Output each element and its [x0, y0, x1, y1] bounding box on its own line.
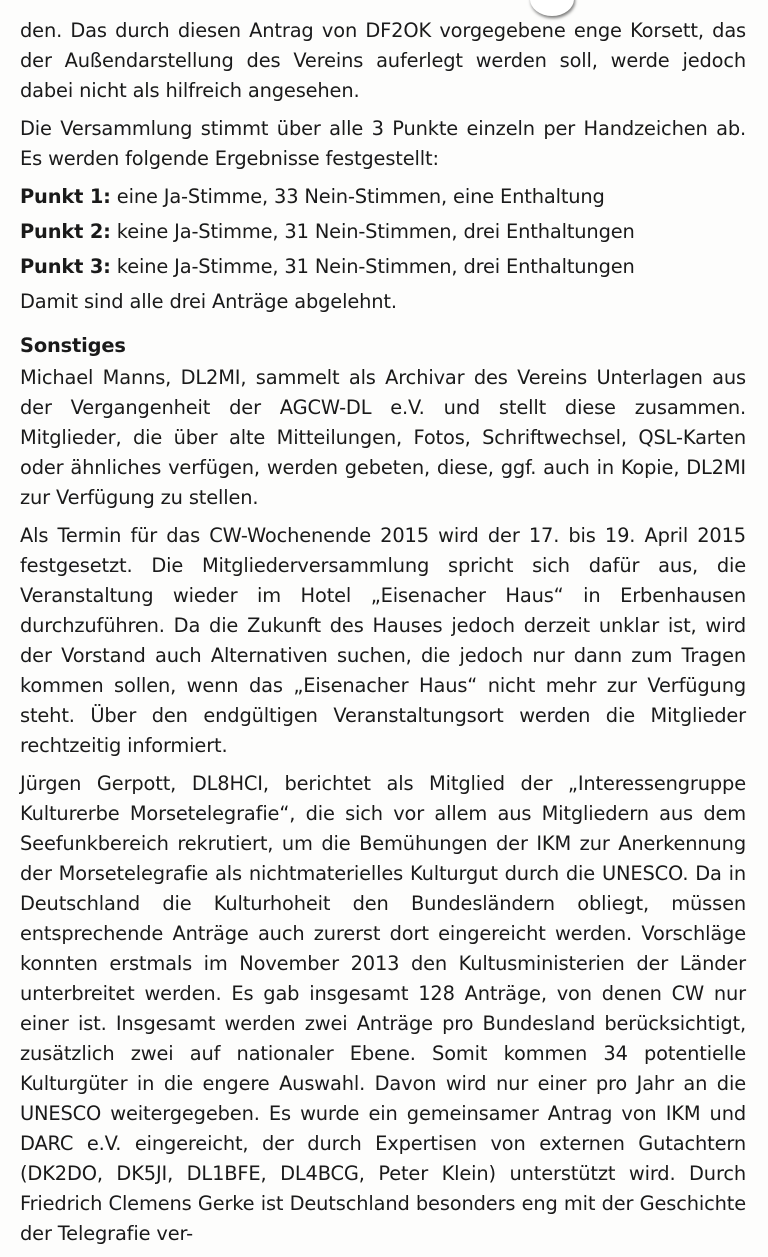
vote-result-3	[20, 252, 746, 282]
vote-result-2	[20, 217, 746, 247]
paragraph-vote-conclusion: Damit sind alle drei Anträge abgelehnt.	[20, 290, 397, 313]
vote-text: keine Ja-Stimme, 31 Nein-Stimmen, drei Enthaltungen	[110, 255, 635, 278]
vote-text: eine Ja-Stimme, 33 Nein-Stimmen, eine Enthaltung	[110, 185, 605, 208]
page-corner-mark	[530, 0, 574, 16]
vote-label: Punkt 3:	[20, 255, 111, 278]
vote-result-1	[20, 182, 746, 212]
paragraph-archive: Michael Manns, DL2MI, sammelt als Archivar des Vereins Unterlagen aus der Vergangenheit der AGCW-DL e.V. und stellt diese zusammen. Mitglieder, die über alte Mitteilungen, Fotos, Schriftwechsel, QSL-Karten oder ähnliches verfügen, werden gebeten, diese, ggf. auch in Kopie, DL2MI zur Verfügung zu stellen.	[20, 366, 746, 509]
document-page	[20, 16, 746, 1257]
vote-label: Punkt 1:	[20, 185, 111, 208]
paragraph-ikm-report: Jürgen Gerpott, DL8HCI, berichtet als Mitglied der „Interessengruppe Kulturerbe Morsetelegrafie“, die sich vor allem aus Mitgliedern aus dem Seefunkbereich rekrutiert, um die Bemühungen der IKM zur Anerkennung der Morsetelegrafie als nichtmaterielles Kulturgut durch die UNESCO. Da in Deutschland die Kulturhoheit den Bundesländern obliegt, müssen entsprechende Anträge auch zurerst dort eingereicht werden. Vorschläge konnten erstmals im November 2013 den Kultusministerien der Länder unterbreitet werden. Es gab insgesamt 128 Anträge, von denen CW nur einer ist. Insgesamt werden zwei Anträge pro Bundesland berücksichtigt, zusätzlich zwei auf nationaler Ebene. Somit kommen 34 potentielle Kulturgüter in die engere Auswahl. Davon wird nur einer pro Jahr an die UNESCO weitergegeben. Es wurde ein gemeinsamer Antrag von IKM und DARC e.V. eingereicht, der durch Expertisen von externen Gutachtern (DK2DO, DK5JI, DL1BFE, DL4BCG, Peter Klein) unterstützt wird. Durch Friedrich Clemens Gerke ist Deutschland besonders eng mit der Geschichte der Telegrafie ver-	[20, 772, 746, 1245]
vote-label: Punkt 2:	[20, 220, 111, 243]
vote-text: keine Ja-Stimme, 31 Nein-Stimmen, drei Enthaltungen	[110, 220, 635, 243]
section-heading: Sonstiges	[20, 334, 126, 357]
paragraph-continuation: den. Das durch diesen Antrag von DF2OK vorgegebene enge Korsett, das der Außendarstellung des Vereins auferlegt werden soll, werde jedoch dabei nicht als hilfreich angesehen.	[20, 19, 746, 102]
paragraph-vote-intro: Die Versammlung stimmt über alle 3 Punkte einzeln per Handzeichen ab. Es werden folgende Ergebnisse festgestellt:	[20, 117, 746, 170]
paragraph-cw-weekend: Als Termin für das CW-Wochenende 2015 wird der 17. bis 19. April 2015 festgesetzt. Die Mitgliederversammlung spricht sich dafür aus, die Veranstaltung wieder im Hotel „Eisenacher Haus“ in Erbenhausen durchzuführen. Da die Zukunft des Hauses jedoch derzeit unklar ist, wird der Vorstand auch Alternativen suchen, die jedoch nur dann zum Tragen kommen sollen, wenn das „Eisenacher Haus“ nicht mehr zur Verfügung steht. Über den endgültigen Veranstaltungsort werden die Mitglieder rechtzeitig informiert.	[20, 524, 746, 757]
